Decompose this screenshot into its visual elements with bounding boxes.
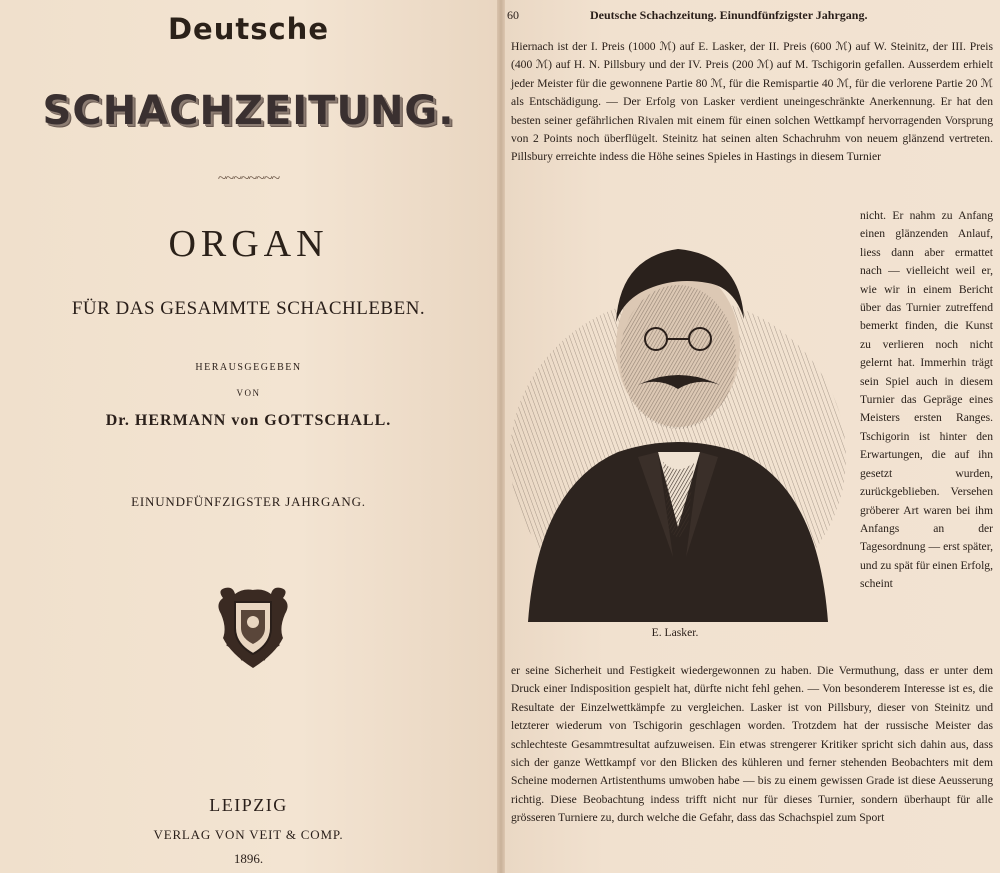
page-number: 60 (507, 8, 519, 22)
publisher-crest-icon (213, 584, 293, 670)
place: LEIPZIG (209, 795, 288, 815)
paragraph-top-text: Hiernach ist der I. Preis (1000 ℳ) auf E. Lasker, der II. Preis (600 ℳ) auf W. Steinitz, der III. Preis (400 ℳ) auf H. N. Pillsbury und der IV. Preis (200 ℳ) auf M. Tschigorin gefallen. Ausserdem erhielt jeder Meister für die gewonnene Partie 80 ℳ, für die Remispartie 40 ℳ, für die verlorene Partie 20 ℳ als Entschädigung. — Der Erfolg von Lasker verdient uneingeschränkte Anerkennung. Er hat den besten seiner gefährlichen Rivalen mit einem für einen solchen Wettkampf hervorragenden Vorsprung von 2 Points noch überflügelt. Steinitz hat seinen alten Schachruhm von neuem glänzend vertreten. Pillsbury erreichte indess die Höhe seines Spieles in Hastings in diesem Turnier (511, 40, 993, 164)
subtitle: FÜR DAS GESAMMTE SCHACHLEBEN. (71, 298, 426, 319)
lasker-portrait (508, 227, 846, 622)
title-deutsche: Deutsche (167, 12, 329, 46)
paragraph-bottom (511, 662, 993, 828)
running-head-title: Deutsche Schachzeitung. Einundfünfzigster Jahrgang. (590, 8, 868, 22)
volume-label: EINUNDFÜNFZIGSTER JAHRGANG. (131, 494, 366, 509)
paragraph-top (511, 38, 993, 167)
paragraph-side-text: nicht. Er nahm zu Anfang einen glänzenden Anlauf, liess dann aber ermattet nach — vielleicht weil er, wie wir in einem Bericht über das Turnier zutreffend bemerkt finden, die Kunst zu verlieren noch nicht gelernt hat. Immerhin trägt sein Spiel auch in diesem Turnier das Gepräge eines Meisters ersten Ranges. Tschigorin ist hinter den Erwartungen, die auf ihn gesetzt wurden, zurückgeblieben. Versehen gröberer Art waren bei ihm Anfangs an der Tagesordnung — erst später, und zu spät für einen Erfolg, scheint (860, 209, 993, 591)
portrait-caption: E. Lasker. (651, 626, 699, 639)
organ-heading: ORGAN (168, 223, 329, 265)
editor-name: Dr. HERMANN von GOTTSCHALL. (105, 412, 392, 429)
paragraph-side (860, 207, 993, 594)
title-schachzeitung: SCHACHZEITUNG. (42, 88, 455, 134)
book-gutter (497, 0, 505, 873)
editor-von: VON (236, 388, 261, 398)
publisher: VERLAG VON VEIT & COMP. (153, 827, 344, 842)
editor-prefix: HERAUSGEGEBEN (195, 362, 302, 373)
ornament-divider: ~~~~~~~~ (217, 170, 280, 187)
year: 1896. (233, 851, 264, 866)
paragraph-bottom-text: er seine Sicherheit und Festigkeit wiedergewonnen zu haben. Die Vermuthung, dass er unter dem Druck einer Indisposition gespielt hat, dürfte nicht fehl gehen. — Von besonderem Interesse ist es, die Resultate der Einzelwettkämpfe zu vergleichen. Lasker ist von Pillsbury, dieser von Steinitz und letzterer wiederum von Tschigorin geschlagen worden. Trotzdem hat der russische Meister das schlechteste Gesammtresultat aufzuweisen. Ein etwas strengerer Kritiker spricht sich dahin aus, dass sich der ganze Wettkampf vor den Blicken des kühleren und ferner stehenden Beobachters mit dem Scheine modernen Artistenthums umwoben habe — bis zu einem gewissen Grade ist diese Aeusserung richtig. Diese Beobachtung indess trifft nicht nur für dieses Turnier, sondern überhaupt für alle grösseren Turniere zu, durch welche die Gefahr, dass das Schachspiel zum Sport (511, 664, 993, 825)
